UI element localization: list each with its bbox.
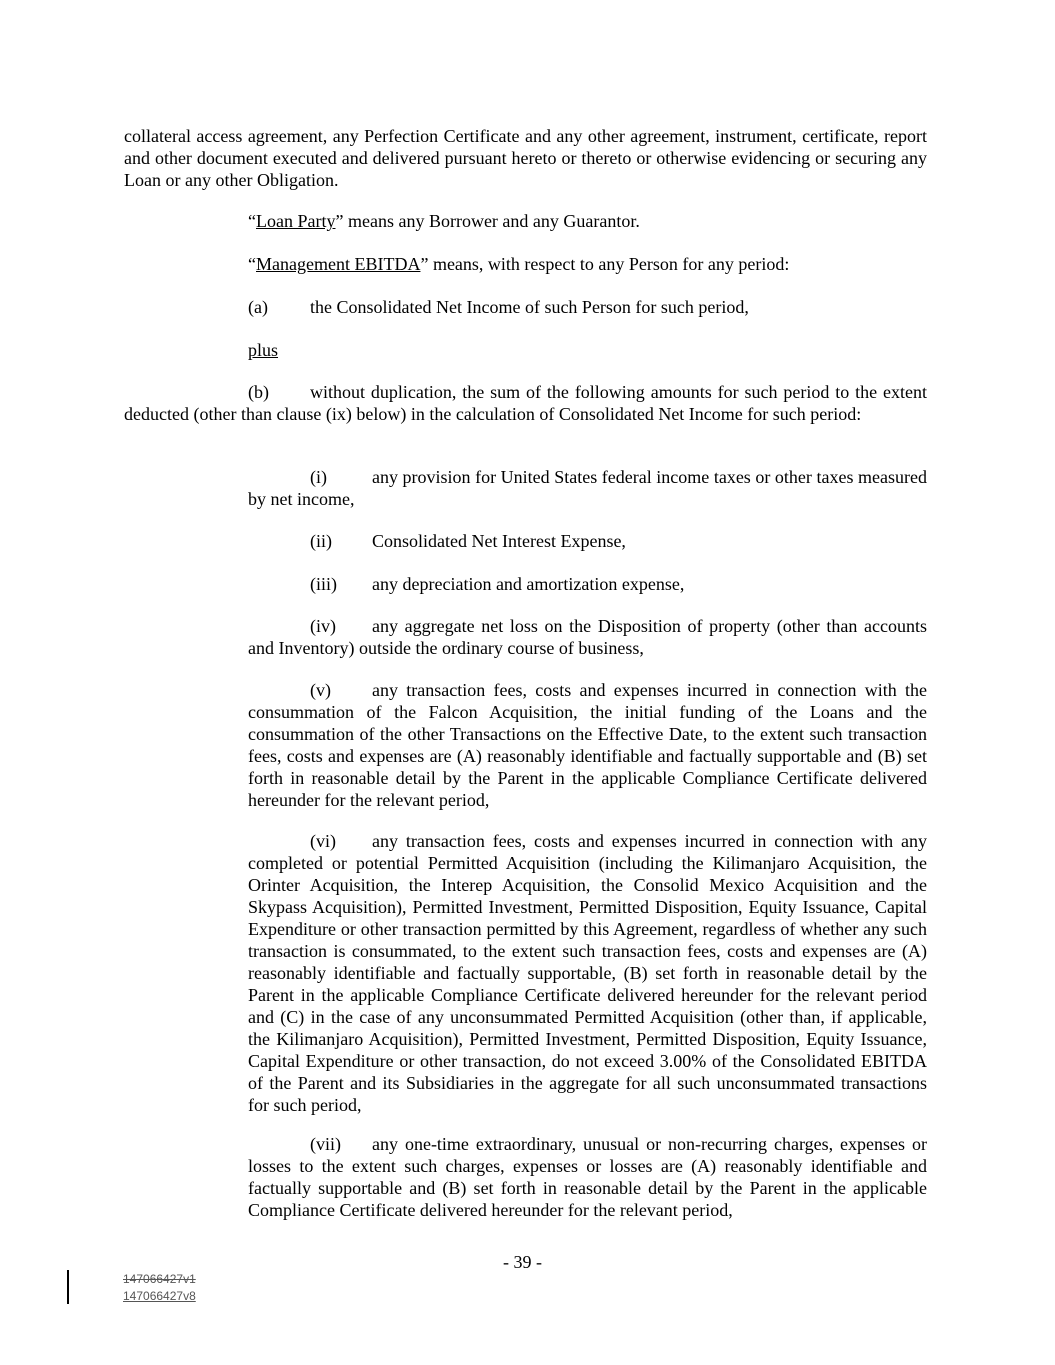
list-item-iii (248, 573, 927, 595)
clause-b (124, 381, 927, 425)
clause-a-label: (a) (248, 297, 268, 317)
list-item-iv (248, 615, 927, 659)
list-item-vii (248, 1133, 927, 1221)
item-text: any depreciation and amortization expense, (372, 574, 685, 594)
intro-paragraph: collateral access agreement, any Perfection Certificate and any other agreement, instrument, certificate, report and other document executed and delivered pursuant hereto or thereto or otherwise evidencing or securing any Loan or any other Obligation. (124, 126, 927, 190)
change-bar (67, 1270, 69, 1304)
open-quote: “ (248, 254, 256, 274)
item-label: (v) (310, 680, 331, 700)
list-item-v (248, 679, 927, 811)
plus-text: plus (248, 340, 279, 360)
list-item-ii (248, 530, 927, 552)
item-label: (i) (310, 467, 327, 487)
clause-a-text: the Consolidated Net Income of such Person for such period, (310, 297, 749, 317)
item-text: any aggregate net loss on the Disposition of property (other than accounts and Inventory) outside the ordinary course of business, (248, 616, 927, 658)
list-item-i (248, 466, 927, 510)
item-label: (vi) (310, 831, 336, 851)
item-label: (iii) (310, 574, 337, 594)
item-text: any transaction fees, costs and expenses incurred in connection with any completed or potential Permitted Acquisition (including the Kilimanjaro Acquisition, the Orinter Acquisition, the Interep Acquisition, the Consolid Mexico Acquisition and the Skypass Acquisition), Permitted Investment, Permitted Disposition, Equity Issuance, Capital Expenditure or other transaction permitted by this Agreement, regardless of whether any such transaction is consummated, to the extent such transaction fees, costs and expenses are (A) reasonably identifiable and factually supportable, (B) set forth in reasonable detail by the Parent in the applicable Compliance Certificate delivered hereunder for the relevant period and (C) in the case of any unconsummated Permitted Acquisition (other than, if applicable, the Kilimanjaro Acquisition), Permitted Investment, Permitted Disposition, Equity Issuance, Capital Expenditure or other transaction, do not exceed 3.00% of the Consolidated EBITDA of the Parent and its Subsidiaries in the aggregate for all such unconsummated transactions for such period, (248, 831, 927, 1115)
definition-loan-party (248, 210, 927, 232)
definition-text: ” means any Borrower and any Guarantor. (335, 211, 640, 231)
item-label: (ii) (310, 531, 332, 551)
open-quote: “ (248, 211, 256, 231)
definition-text: ” means, with respect to any Person for any period: (420, 254, 790, 274)
item-text: Consolidated Net Interest Expense, (372, 531, 626, 551)
plus-heading (248, 339, 927, 361)
page-number: - 39 - (503, 1252, 542, 1272)
clause-b-label: (b) (248, 382, 269, 402)
doc-id-new: 147066427v8 (123, 1289, 196, 1303)
item-label: (vii) (310, 1134, 341, 1154)
list-item-vi (248, 830, 927, 1116)
defined-term-loan-party: Loan Party (256, 211, 336, 231)
doc-id-old: 147066427v1 (123, 1272, 196, 1286)
item-text: any transaction fees, costs and expenses incurred in connection with the consummation of the Falcon Acquisition, the initial funding of the Loans and the consummation of the other Transactions on the Effective Date, to the extent such transaction fees, costs and expenses are (A) reasonably identifiable and factually supportable and (B) set forth in reasonable detail by the Parent in the applicable Compliance Certificate delivered hereunder for the relevant period, (248, 680, 927, 810)
clause-a (248, 296, 927, 318)
definition-management-ebitda (248, 253, 927, 275)
clause-b-text: without duplication, the sum of the following amounts for such period to the extent deducted (other than clause (ix) below) in the calculation of Consolidated Net Income for such period: (124, 382, 927, 424)
item-label: (iv) (310, 616, 336, 636)
defined-term-management-ebitda: Management EBITDA (256, 254, 421, 274)
item-text: any one-time extraordinary, unusual or non-recurring charges, expenses or losses to the extent such charges, expenses or losses are (A) reasonably identifiable and factually supportable and (B) set forth in reasonable detail by the Parent in the applicable Compliance Certificate delivered hereunder for the relevant period, (248, 1134, 927, 1220)
item-text: any provision for United States federal income taxes or other taxes measured by net income, (248, 467, 927, 509)
